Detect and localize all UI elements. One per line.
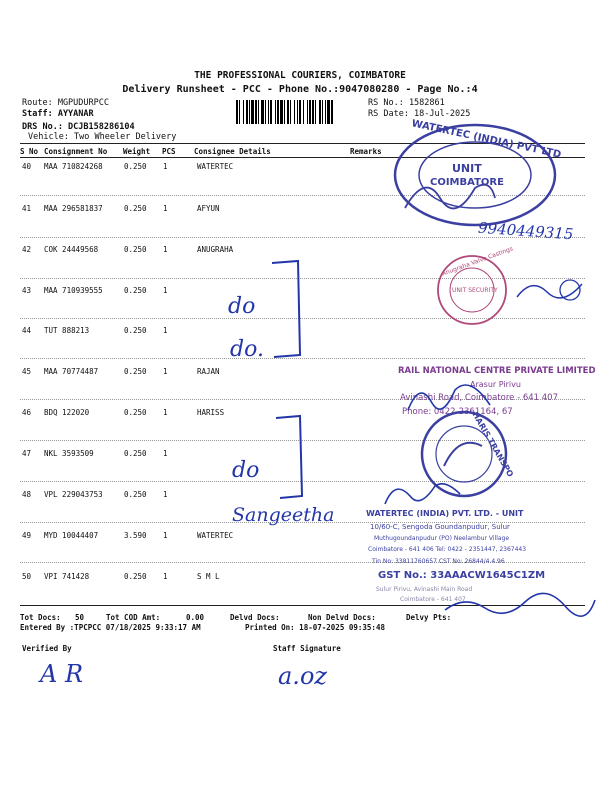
watertec-rect-stamp-line6: Sulur Pirivu, Avinashi Main Road [376,586,473,593]
row-41-sno: 41 [22,204,32,213]
barcode-bar [319,100,321,124]
row-45-pcs: 1 [163,367,168,376]
barcode-bar [270,100,272,124]
watertec-rect-stamp-line4: Coimbatore - 641 406 Tel: 0422 - 2351447, 2367443 [368,546,527,553]
printed-on: Printed On: 18-07-2025 09:35:48 [245,623,385,632]
handwritten-do-3: do [232,458,260,483]
signature-scribble-1 [395,168,505,218]
barcode-bar [297,100,298,124]
row-47-weight: 0.250 [124,449,147,458]
barcode-bar [243,100,244,124]
barcode-bar [268,100,269,124]
barcode-bar [299,100,301,124]
verified-by-label: Verified By [22,644,72,653]
row-45-consignment: MAA 70774487 [44,367,99,376]
barcode-bar [251,100,254,124]
barcode-bar [239,100,240,124]
handwritten-do-2: do. [230,337,264,362]
barcode-bar [249,100,250,124]
row-42-consignment: COK 24449568 [44,245,99,254]
rail-centre-stamp-line2: Arasur Pirivu [470,380,521,389]
barcode-bar [261,100,264,124]
rail-centre-stamp-line4: Phone: 0422-2361164, 67 [402,407,513,417]
non-delvd-docs-label: Non Delvd Docs: [308,613,376,622]
runsheet-title: Delivery Runsheet - PCC - Phone No.:9047080280 - Page No.:4 [122,84,478,95]
staff-label: Staff: AYYANAR [22,109,94,119]
barcode-bar [277,100,279,124]
barcode-bar [315,100,316,124]
row-44-pcs: 1 [163,326,168,335]
barcode-bar [327,100,330,124]
row-43-sno: 43 [22,286,32,295]
row-45-weight: 0.250 [124,367,147,376]
route-label: Route: MGPUDURPCC [22,98,109,108]
col-consignee: Consignee Details [194,147,271,156]
row-43-consignment: MAA 710939555 [44,286,103,295]
watertec-round-stamp-unit: UNIT [452,162,482,175]
handwritten-sangeetha: Sangeetha [232,504,335,526]
row-41-pcs: 1 [163,204,168,213]
row-47-sno: 47 [22,449,32,458]
verified-initials: A R [40,660,84,688]
row-49-sno: 49 [22,531,32,540]
valve-round-stamp-inner: UNIT SECURITY [452,287,498,294]
handwritten-phone: 9940449315 [477,218,574,244]
col-sno: S No [20,147,39,156]
row-50-pcs: 1 [163,572,168,581]
valve-round-stamp-text: Anugraha Valve Castings [441,245,514,278]
rs-date: RS Date: 18-Jul-2025 [368,109,471,119]
barcode-bar [331,100,333,124]
barcode-image [236,100,361,124]
row-48-consignment: VPL 229043753 [44,490,103,499]
barcode-bar [307,100,308,124]
row-40-weight: 0.250 [124,162,147,171]
staff-initials: a.oz [278,662,328,690]
row-40-consignee: WATERTEC [197,162,234,171]
row-45-sno: 45 [22,367,32,376]
row-46-consignee: HARISS [197,408,225,417]
handwritten-do-1: do [228,294,256,319]
barcode-bar [265,100,266,124]
watertec-round-stamp-city: COIMBATORE [430,177,504,188]
row-49-pcs: 1 [163,531,168,540]
row-45-consignee: RAJAN [197,367,220,376]
row-42-pcs: 1 [163,245,168,254]
watertec-rect-stamp-line1: WATERTEC (INDIA) PVT. LTD. - UNIT [366,509,524,518]
row-46-sno: 46 [22,408,32,417]
row-48-weight: 0.250 [124,490,147,499]
barcode-bar [246,100,248,124]
row-43-weight: 0.250 [124,286,147,295]
watertec-rect-stamp-line7: Coimbatore - 641 407 [400,596,466,603]
row-49-weight: 3.590 [124,531,147,540]
tot-docs-label: Tot Docs: [20,613,61,622]
row-50-consignee: S M L [197,572,220,581]
row-46-pcs: 1 [163,408,168,417]
company-title: THE PROFESSIONAL COURIERS, COIMBATORE [194,70,406,81]
signature-scribble-3 [400,375,520,425]
row-42-weight: 0.250 [124,245,147,254]
tot-docs-value: 50 [75,613,85,622]
barcode-bar [309,100,311,124]
row-44-consignment: TUT 888213 [44,326,90,335]
row-47-pcs: 1 [163,449,168,458]
handwritten-bracket-2 [272,408,312,508]
row-43-pcs: 1 [163,286,168,295]
row-40-pcs: 1 [163,162,168,171]
drs-number: DRS No.: DCJB158286104 [22,122,135,132]
rail-centre-stamp-line3: Avinashi Road, Coimbatore - 641 407 [400,393,558,403]
delvd-docs-label: Delvd Docs: [230,613,280,622]
row-49-consignment: MYD 10044407 [44,531,99,540]
row-44-sno: 44 [22,326,32,335]
row-42-consignee: ANUGRAHA [197,245,234,254]
row-50-sno: 50 [22,572,32,581]
row-41-consignee: AFYUN [197,204,220,213]
col-weight: Weight [123,147,151,156]
row-50-consignment: VPI 741428 [44,572,90,581]
watertec-rect-stamp-gst: GST No.: 33AAACW1645C1ZM [378,570,546,581]
row-47-consignment: NKL 3593509 [44,449,94,458]
row-48-pcs: 1 [163,490,168,499]
barcode-bar [290,100,291,124]
row-41-weight: 0.250 [124,204,147,213]
row-42-sno: 42 [22,245,32,254]
barcode-bar [255,100,257,124]
signature-scribble-4 [380,474,470,514]
handwritten-bracket-1 [268,255,308,365]
row-40-sno: 40 [22,162,32,171]
row-48-sno: 48 [22,490,32,499]
hariss-round-stamp-text: HARIS TRANSPO [470,410,516,479]
barcode-bar [312,100,314,124]
row-40-consignment: MAA 710824268 [44,162,103,171]
col-pcs: PCS [162,147,176,156]
barcode-bar [275,100,276,124]
row-46-weight: 0.250 [124,408,147,417]
rail-centre-stamp-line1: RAIL NATIONAL CENTRE PRIVATE LIMITED [398,366,596,376]
barcode-bar [322,100,323,124]
barcode-bar [287,100,289,124]
barcode-bar [258,100,259,124]
barcode-bar [325,100,326,124]
watertec-rect-stamp-line3: Muthugoundanpudur (PO) Neelambur Village [374,535,510,542]
col-consignment: Consignment No [44,147,108,156]
signature-scribble-5 [440,590,600,620]
barcode-bar [284,100,285,124]
tot-cod-value: 0.00 [186,613,205,622]
watertec-round-stamp-top: WATERTEC (INDIA) PVT LTD [410,118,563,161]
col-remarks: Remarks [350,147,382,156]
watertec-rect-stamp-line5: Tin No: 33811760657 CST No: 26844/4.4.96 [372,558,505,565]
row-44-weight: 0.250 [124,326,147,335]
staff-signature-label: Staff Signature [273,644,341,653]
row-49-consignee: WATERTEC [197,531,234,540]
rs-number: RS No.: 1582861 [368,98,445,108]
barcode-bar [303,100,304,124]
delvy-pts-label: Delvy Pts: [406,613,452,622]
barcode-bar [236,100,238,124]
tot-cod-label: Tot COD Amt: [106,613,161,622]
barcode-bar [280,100,283,124]
entered-by: Entered By :TPCPCC 07/18/2025 9:33:17 AM [20,623,201,632]
signature-scribble-2 [512,272,592,312]
vehicle-label: Vehicle: Two Wheeler Delivery [28,132,177,142]
watertec-rect-stamp-line2: 10/60-C, Sengoda Goundanpudur, Sulur [370,523,510,531]
row-50-weight: 0.250 [124,572,147,581]
row-46-consignment: BDQ 122020 [44,408,90,417]
row-41-consignment: MAA 296581837 [44,204,103,213]
barcode-bar [294,100,295,124]
